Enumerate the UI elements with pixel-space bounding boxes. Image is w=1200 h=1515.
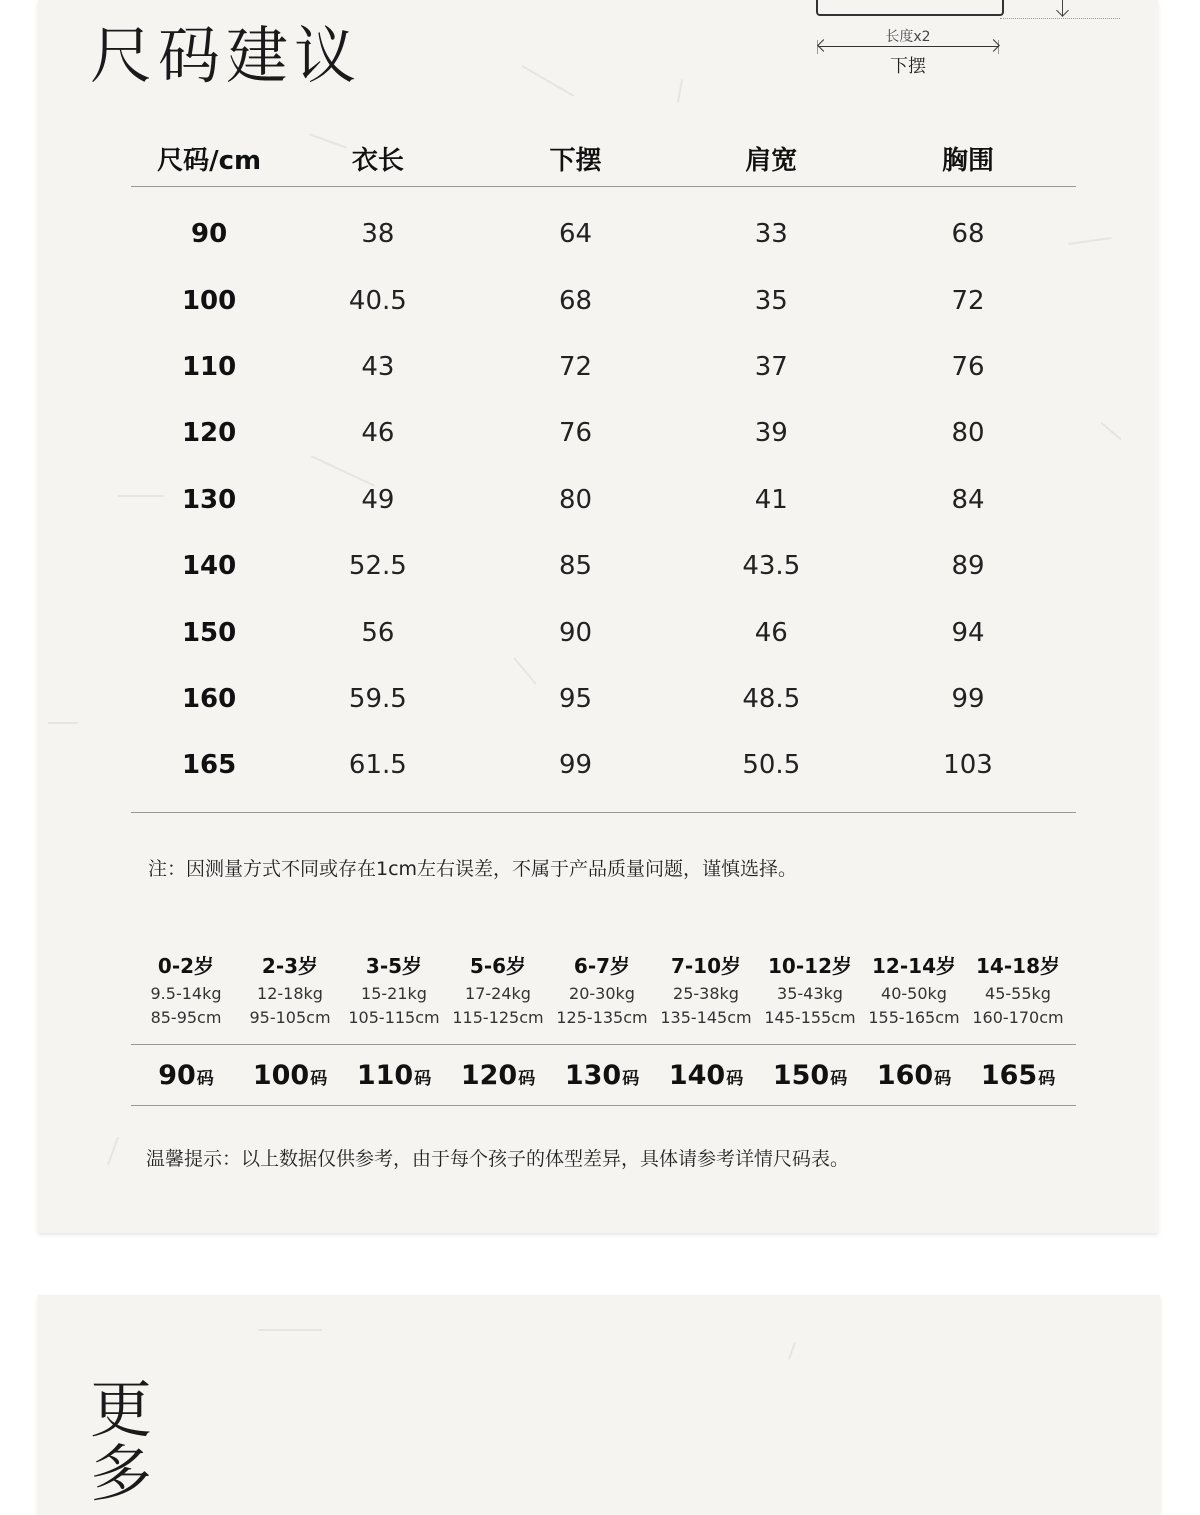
cell-size: 90 — [191, 219, 228, 250]
dimension-text: 长度x2 — [885, 29, 931, 45]
paper-fiber — [677, 79, 683, 103]
cell-chest: 76 — [951, 351, 985, 382]
cell-length: 61.5 — [348, 750, 407, 781]
age-column — [758, 950, 862, 1030]
height-range: 125-135cm — [556, 1008, 648, 1027]
cell-hem: 99 — [558, 750, 593, 781]
height-range: 145-155cm — [764, 1008, 856, 1027]
cell-shoulder: 35 — [754, 285, 788, 316]
cell-length: 38 — [361, 219, 395, 250]
cell-size: 100 — [181, 285, 237, 316]
size-codes-row — [134, 1045, 1074, 1105]
height-range: 115-125cm — [452, 1008, 544, 1027]
cell-shoulder: 43.5 — [742, 551, 801, 582]
size-code-number: 165 — [980, 1059, 1038, 1091]
cell-chest: 84 — [951, 484, 985, 515]
weight-range: 9.5-14kg — [150, 984, 222, 1003]
cell-chest: 94 — [951, 617, 985, 648]
table-divider — [131, 812, 1076, 813]
page-title: 尺码建议 — [90, 19, 363, 92]
age-range: 7-10岁 — [670, 954, 742, 978]
age-range: 6-7岁 — [573, 954, 631, 978]
size-code-number: 160 — [876, 1059, 934, 1091]
size-code — [758, 1060, 862, 1091]
size-code — [862, 1060, 966, 1091]
cell-size: 165 — [181, 750, 237, 781]
height-range: 95-105cm — [249, 1008, 331, 1027]
header-size: 尺码/cm — [157, 145, 262, 176]
age-range: 2-3岁 — [261, 954, 319, 978]
dimension-line — [818, 46, 998, 47]
garment-hem-outline — [816, 0, 1004, 16]
height-range: 160-170cm — [972, 1008, 1064, 1027]
size-code-unit: 码 — [830, 1068, 848, 1089]
paper-fiber — [788, 1342, 796, 1360]
table-header-row — [131, 130, 1076, 186]
size-code — [134, 1060, 238, 1091]
dimension-label: 下摆 — [890, 56, 926, 77]
size-code-unit: 码 — [310, 1068, 328, 1089]
size-code-number: 150 — [772, 1059, 830, 1091]
cell-chest: 68 — [951, 219, 985, 250]
cell-chest: 89 — [951, 551, 985, 582]
header-length: 衣长 — [351, 145, 404, 176]
cell-chest: 80 — [951, 418, 985, 449]
cell-hem: 95 — [558, 683, 593, 714]
cell-shoulder: 46 — [754, 617, 788, 648]
size-code-number: 120 — [460, 1059, 518, 1091]
arrow-left-icon — [817, 39, 830, 52]
table-row — [131, 599, 1076, 665]
cell-size: 160 — [181, 683, 237, 714]
table-row — [131, 201, 1076, 267]
age-column — [966, 950, 1070, 1030]
age-map-divider — [131, 1105, 1076, 1106]
paper-fiber — [107, 1137, 119, 1166]
table-row — [131, 732, 1076, 798]
paper-fiber — [48, 722, 78, 724]
cell-hem: 72 — [558, 351, 593, 382]
cell-length: 40.5 — [348, 285, 407, 316]
cell-length: 43 — [361, 351, 395, 382]
weight-range: 25-38kg — [673, 984, 739, 1003]
size-code — [654, 1060, 758, 1091]
age-size-map — [134, 950, 1074, 1106]
paper-fiber — [1100, 422, 1121, 440]
hem-measurement-diagram — [800, 0, 1130, 90]
cell-chest: 99 — [951, 683, 985, 714]
age-columns — [134, 950, 1074, 1030]
cell-length: 46 — [361, 418, 395, 449]
weight-range: 40-50kg — [881, 984, 947, 1003]
height-range: 135-145cm — [660, 1008, 752, 1027]
table-body — [131, 187, 1076, 812]
header-shoulder: 肩宽 — [745, 145, 798, 176]
height-range: 105-115cm — [348, 1008, 440, 1027]
age-column — [654, 950, 758, 1030]
cell-length: 52.5 — [348, 551, 407, 582]
size-code-unit: 码 — [622, 1068, 640, 1089]
measurement-note: 注：因测量方式不同或存在1cm左右误差，不属于产品质量问题，谨慎选择。 — [148, 858, 798, 880]
cell-size: 150 — [181, 617, 237, 648]
cell-hem: 80 — [558, 484, 593, 515]
size-code-number: 100 — [252, 1059, 310, 1091]
cell-size: 110 — [181, 351, 237, 382]
size-code-number: 140 — [668, 1059, 726, 1091]
cell-length: 49 — [361, 484, 395, 515]
cell-hem: 76 — [558, 418, 593, 449]
table-row — [131, 400, 1076, 466]
header-hem: 下摆 — [549, 145, 602, 176]
size-code — [966, 1060, 1070, 1091]
table-row — [131, 267, 1076, 333]
cell-shoulder: 50.5 — [742, 750, 801, 781]
size-code — [550, 1060, 654, 1091]
cell-shoulder: 33 — [754, 219, 788, 250]
age-range: 12-14岁 — [872, 954, 956, 978]
table-row — [131, 533, 1076, 599]
cell-shoulder: 37 — [754, 351, 788, 382]
age-column — [134, 950, 238, 1030]
more-section-title: 更多 — [90, 1373, 153, 1510]
cell-shoulder: 48.5 — [742, 683, 801, 714]
table-row — [131, 467, 1076, 533]
age-column — [342, 950, 446, 1030]
down-arrow-head — [1056, 4, 1069, 17]
size-code-unit: 码 — [934, 1068, 952, 1089]
paper-fiber — [258, 1329, 322, 1331]
size-table — [131, 130, 1076, 813]
height-range: 155-165cm — [868, 1008, 960, 1027]
cell-size: 130 — [181, 484, 237, 515]
guide-line — [1000, 18, 1120, 19]
age-range: 0-2岁 — [157, 954, 215, 978]
weight-range: 17-24kg — [465, 984, 531, 1003]
size-code-number: 130 — [564, 1059, 622, 1091]
cell-shoulder: 39 — [754, 418, 788, 449]
cell-size: 140 — [181, 551, 237, 582]
more-panel — [38, 1295, 1160, 1515]
cell-length: 56 — [361, 617, 395, 648]
cell-hem: 85 — [558, 551, 593, 582]
size-code — [446, 1060, 550, 1091]
age-range: 3-5岁 — [365, 954, 423, 978]
height-range: 85-95cm — [150, 1008, 222, 1027]
cell-hem: 90 — [558, 617, 593, 648]
size-code — [342, 1060, 446, 1091]
size-code-number: 110 — [356, 1059, 414, 1091]
size-code-unit: 码 — [196, 1068, 214, 1089]
cell-chest: 72 — [951, 285, 985, 316]
age-column — [550, 950, 654, 1030]
weight-range: 12-18kg — [257, 984, 323, 1003]
reference-tip: 温馨提示：以上数据仅供参考，由于每个孩子的体型差异，具体请参考详情尺码表。 — [146, 1148, 850, 1170]
weight-range: 20-30kg — [569, 984, 635, 1003]
size-code-unit: 码 — [518, 1068, 536, 1089]
header-chest: 胸围 — [941, 145, 994, 176]
paper-fiber — [522, 65, 575, 97]
cell-shoulder: 41 — [754, 484, 788, 515]
weight-range: 45-55kg — [985, 984, 1051, 1003]
size-code-unit: 码 — [414, 1068, 432, 1089]
size-code — [238, 1060, 342, 1091]
table-row — [131, 334, 1076, 400]
cell-size: 120 — [181, 418, 237, 449]
cell-hem: 64 — [558, 219, 593, 250]
age-column — [862, 950, 966, 1030]
age-range: 14-18岁 — [976, 954, 1060, 978]
size-code-unit: 码 — [1038, 1068, 1056, 1089]
age-range: 10-12岁 — [768, 954, 852, 978]
cell-hem: 68 — [558, 285, 593, 316]
table-row — [131, 666, 1076, 732]
age-range: 5-6岁 — [469, 954, 527, 978]
cell-chest: 103 — [943, 750, 993, 781]
age-column — [238, 950, 342, 1030]
size-code-number: 90 — [158, 1059, 196, 1091]
cell-length: 59.5 — [348, 683, 407, 714]
weight-range: 35-43kg — [777, 984, 843, 1003]
age-column — [446, 950, 550, 1030]
size-code-unit: 码 — [726, 1068, 744, 1089]
weight-range: 15-21kg — [361, 984, 427, 1003]
